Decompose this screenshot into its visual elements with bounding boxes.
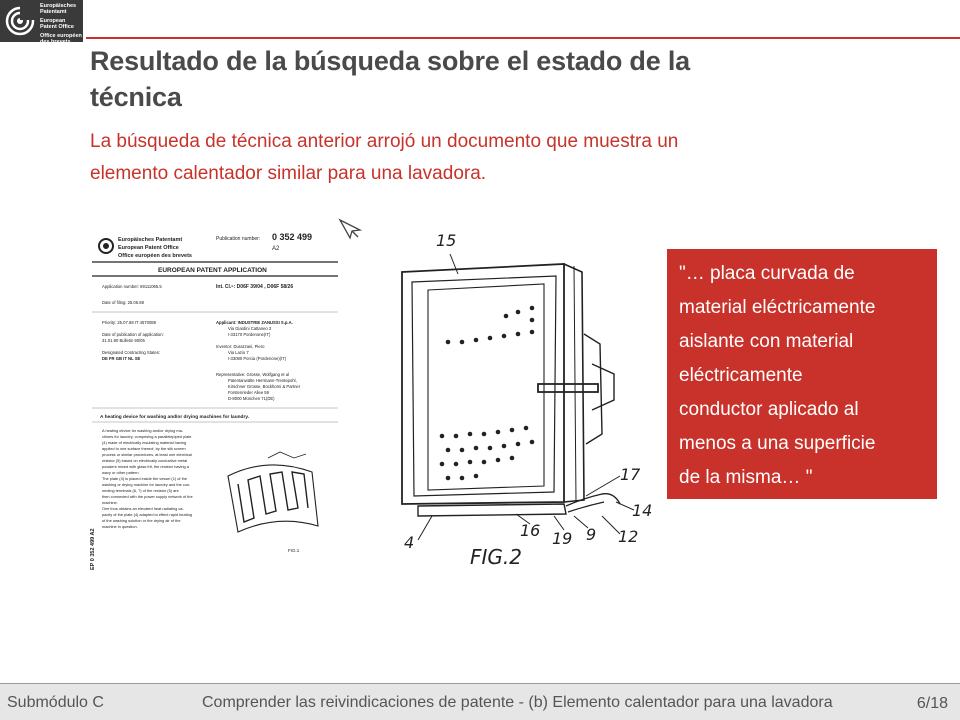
doc-inventor-addr1: Via Lazio 7 — [228, 350, 249, 355]
slide-title: Resultado de la búsqueda sobre el estado de la técnica — [90, 46, 690, 112]
slide-subtitle: La búsqueda de técnica anterior arrojó un documento que muestra un elemento calentador similar para una lavadora. — [90, 131, 679, 184]
doc-abstract-line: The plate (4) is placed inside the vessel (1) of the — [102, 476, 187, 481]
doc-abstract-line: A heating device for washing and/or drying ma- — [102, 428, 184, 433]
doc-abstract — [102, 428, 193, 529]
drawing-label-4: 4 — [404, 533, 415, 552]
doc-date-publication: 31.01.90 Bulletin 90/05 — [102, 338, 145, 343]
doc-abstract-line: One thus obtains an elevated heat radiating ca- — [102, 506, 184, 511]
doc-abstract-line: powders mixed with glass frit, the resistor having a — [102, 464, 189, 469]
doc-office-line2: European Patent Office — [118, 245, 179, 251]
doc-abstract-line: (4) made of electrically insulating material having — [102, 440, 187, 445]
doc-designated-states: DE FR GB IT NL SE — [102, 356, 141, 361]
drawing-label-17: 17 — [620, 465, 641, 484]
doc-abstract-line: process or similar procedures, at least one electrical — [102, 452, 192, 457]
doc-publication-label: Publication number: — [216, 236, 261, 242]
doc-abstract-line: pacity of the plate (4) adapted to effect rapid heating — [102, 512, 192, 517]
doc-abstract-line: wavy or other pattern. — [102, 470, 140, 475]
doc-abstract-title: A heating device for washing and/or drying machines for laundry. — [100, 415, 249, 420]
drawing-label-16: 16 — [520, 521, 541, 540]
doc-abstract-line: then connected with the power supply network of the — [102, 494, 193, 499]
doc-applicant-addr1: Via Giardini Cattaneo 3 — [228, 326, 272, 331]
footer-topic: Comprender las reivindicaciones de patente - (b) Elemento calentador para una lavadora — [202, 694, 833, 711]
drawing-figure-label: FIG.2 — [470, 545, 522, 569]
doc-office-line3: Office européen des brevets — [118, 253, 192, 259]
doc-representative-line: D-8000 München 71(DE) — [228, 396, 275, 401]
doc-priority: Priority: 25.07.88 IT 4570088 — [102, 320, 156, 325]
doc-publication-number: 0 352 499 — [272, 232, 313, 242]
doc-date-publication-label: Date of publication of application: — [102, 332, 164, 337]
doc-figure-label: FIG.1 — [288, 548, 300, 553]
drawing-label-9: 9 — [586, 525, 597, 544]
drawing-label-12: 12 — [618, 527, 639, 546]
washing-machine-drawing — [388, 224, 658, 574]
doc-abstract-line: of the washing solution or the drying air of the — [102, 518, 181, 523]
footer — [0, 684, 960, 720]
claim-quote-text: "… placa curvada de material eléctricamente aislante con material eléctricamente conductor aplicado al menos a una superficie de la misma… " — [679, 263, 876, 488]
doc-inventor: Inventor: Durazzani, Piero — [216, 344, 265, 349]
doc-abstract-line: machine. — [102, 500, 118, 505]
drawing-label-15: 15 — [436, 231, 457, 250]
footer-page-number: 6/18 — [916, 695, 948, 712]
doc-kind: A2 — [272, 246, 280, 252]
doc-abstract-line: resistor (5) based on electrically conductive metal — [102, 458, 188, 463]
doc-abstract-line: machine in question. — [102, 524, 138, 529]
doc-representative-line: Patentanwälte Herrmann-Trentepohl, — [228, 378, 297, 383]
doc-office-line1: Europäisches Patentamt — [118, 237, 183, 243]
doc-side-number: EP 0 352 499 A2 — [90, 528, 96, 570]
doc-heading: EUROPEAN PATENT APPLICATION — [158, 267, 267, 274]
drawing-label-14: 14 — [632, 501, 653, 520]
doc-abstract-line: washing or drying machine for laundry and the con- — [102, 482, 191, 487]
epo-logo-mark-icon — [5, 6, 35, 36]
doc-designated-states-label: Designated Contracting States: — [102, 350, 160, 355]
patent-document-image — [88, 226, 344, 594]
doc-representative: Representative: Grosse, Wolfgang et al — [216, 372, 290, 377]
doc-representative-line: Forstenrieder Allee 59 — [228, 390, 269, 395]
doc-abstract-line: applied to one surface thereof, by the silk screen — [102, 446, 186, 451]
mouse-pointer-icon — [338, 216, 366, 240]
claim-quote-box — [667, 249, 937, 499]
doc-applicant-addr2: I-33170 Pordenone(IT) — [228, 332, 271, 337]
doc-application-number: Application number: 89111065.5 — [102, 284, 162, 289]
doc-date-filing: Date of filing: 25.06.88 — [102, 300, 144, 305]
doc-abstract-line: chines for laundry, comprising a parallelepiped plate — [102, 434, 192, 439]
footer-module: Submódulo C — [7, 694, 104, 711]
header-rule — [86, 37, 960, 39]
doc-representative-line: Kirschner Grosse, Bockhorni & Partner — [228, 384, 301, 389]
epo-logo-text: Europäisches Patentamt European Patent Office Office européen des brevets — [40, 3, 82, 45]
doc-int-cl: Int. Cl.⁵: D06F 39/04 , D06F 58/26 — [216, 284, 294, 290]
doc-abstract-line: necting terminals (6, 7) of the resistor (5) are — [102, 488, 179, 493]
doc-applicant: Applicant: INDUSTRIE ZANUSSI S.p.A. — [216, 320, 293, 325]
drawing-label-19: 19 — [552, 529, 573, 548]
doc-inventor-addr2: I-33080 Porcia (Pordenone)(IT) — [228, 356, 287, 361]
epo-logo — [0, 0, 83, 45]
